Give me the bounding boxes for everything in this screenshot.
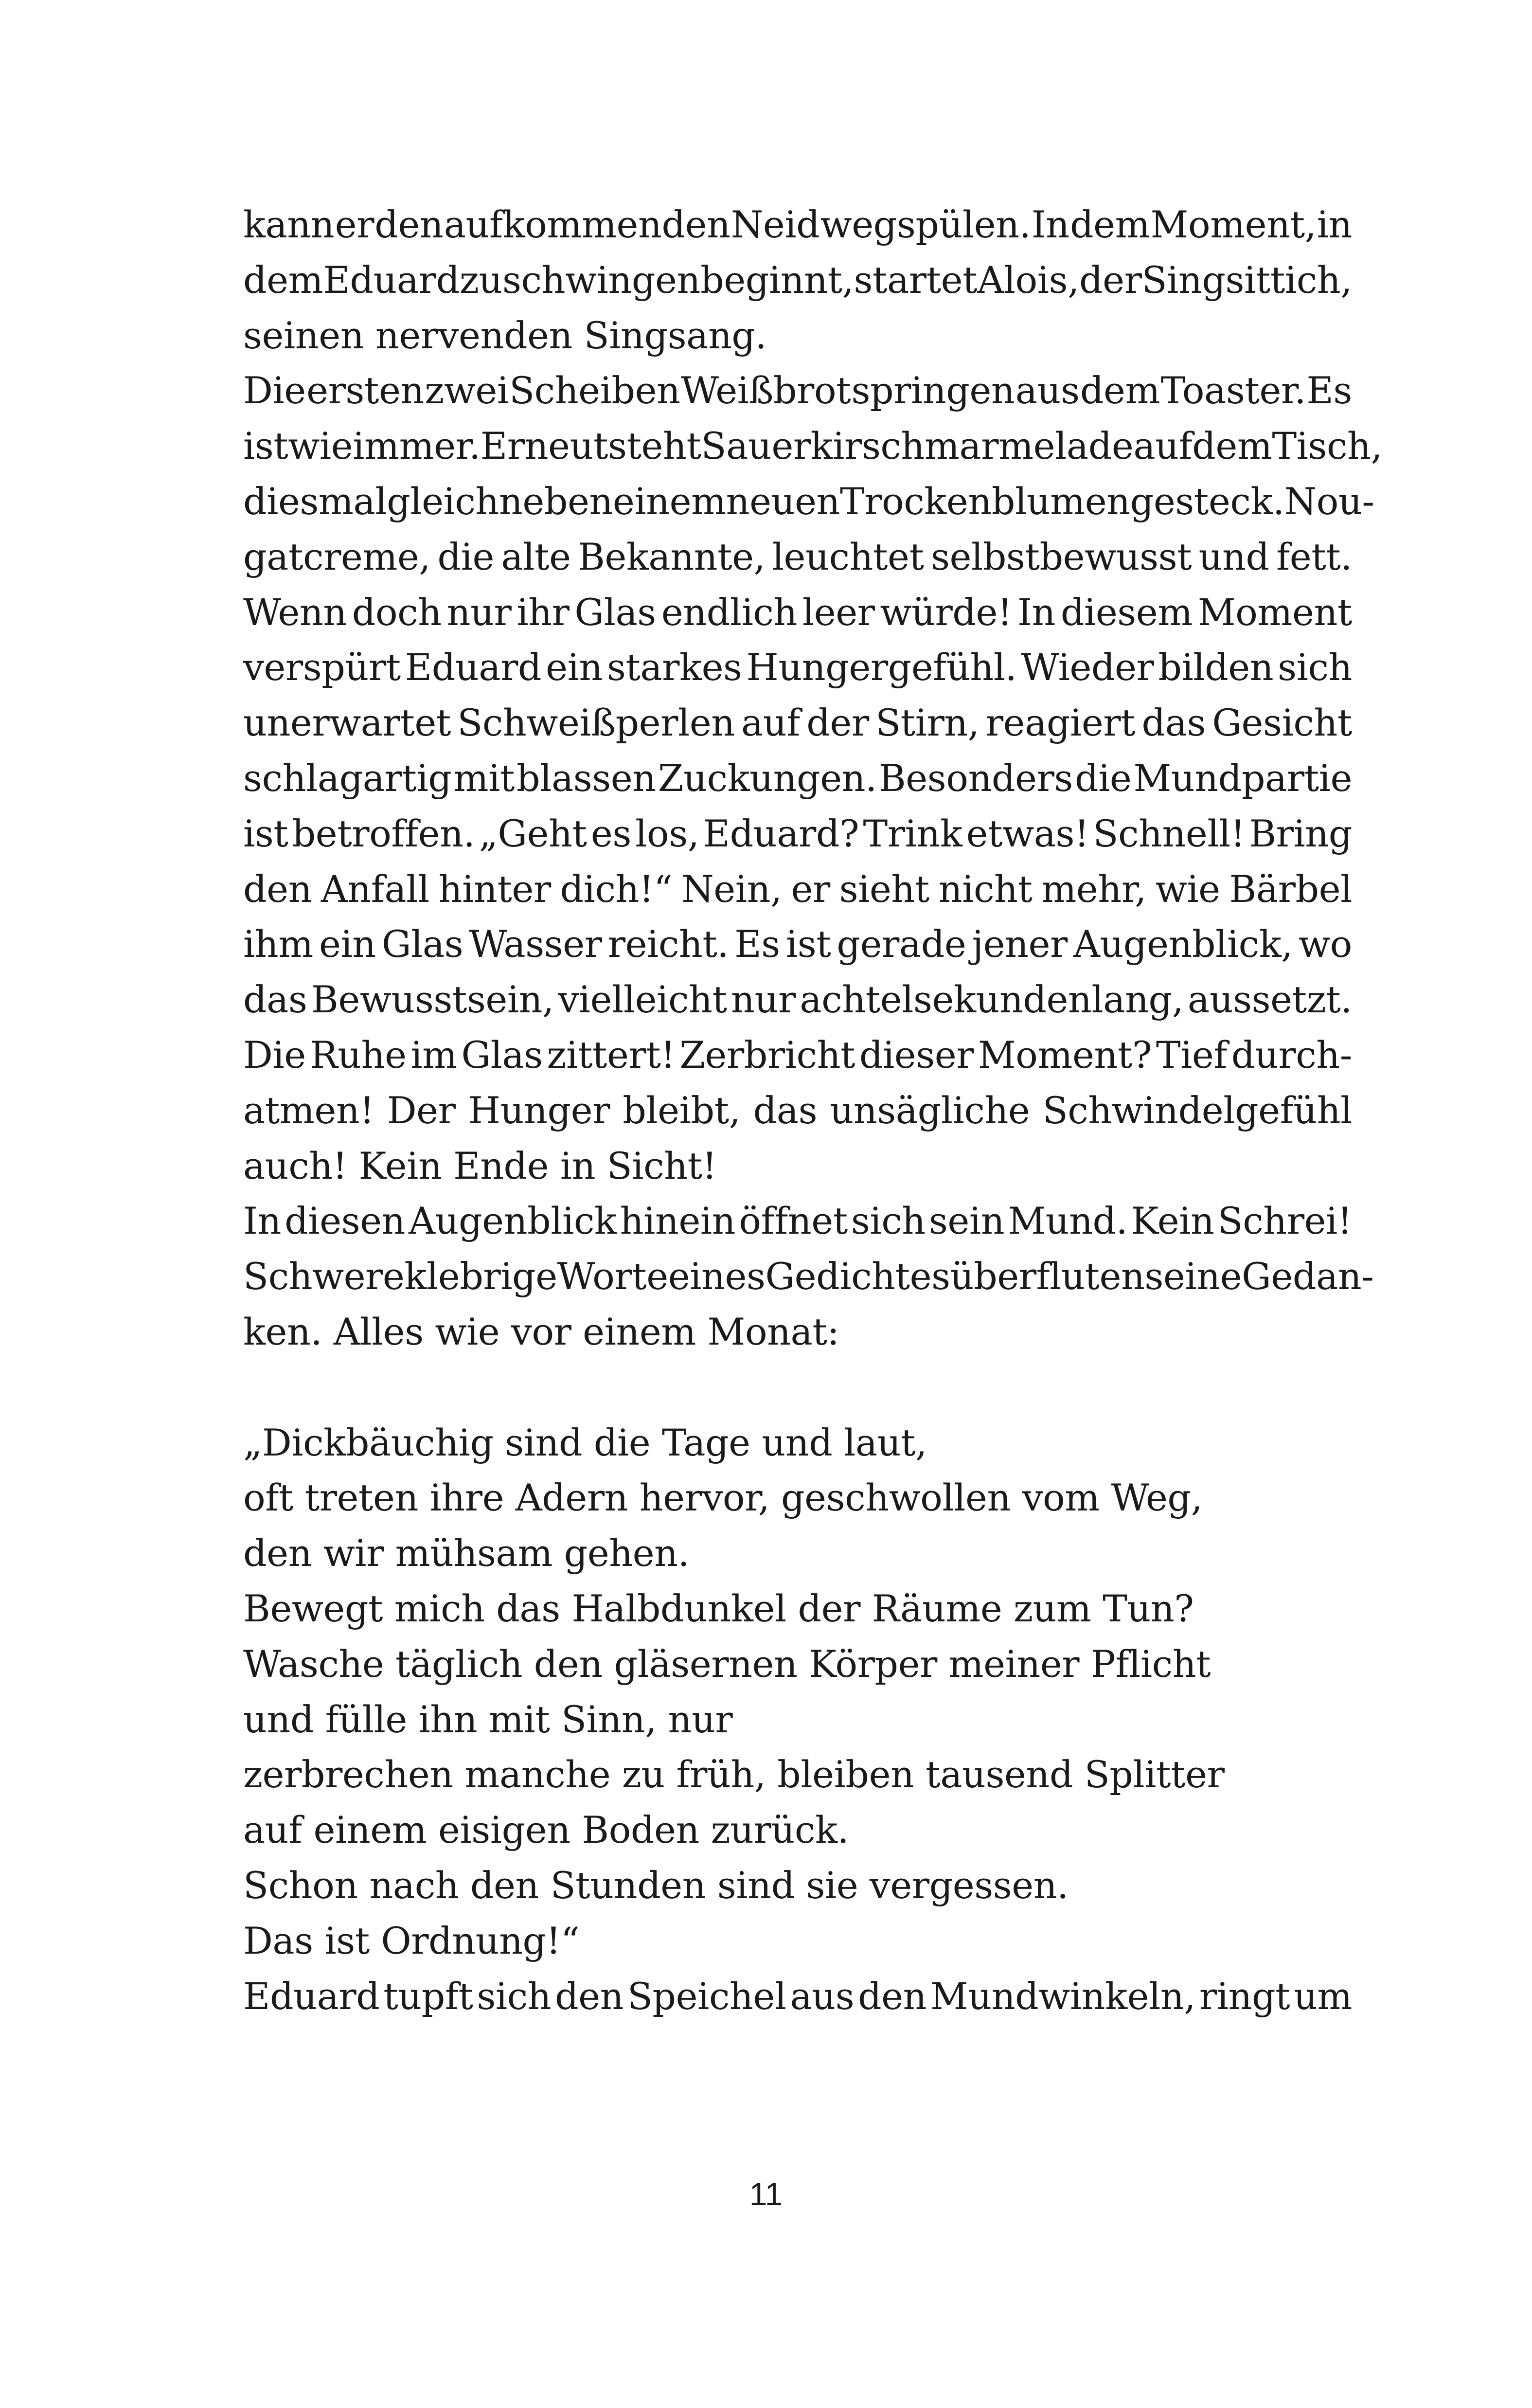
word: den <box>374 203 444 246</box>
word: Moment? <box>978 1033 1152 1077</box>
word: Eduard <box>243 1974 380 2018</box>
word: dich!“ <box>560 867 673 911</box>
word: aus <box>1015 369 1080 413</box>
text-line <box>243 252 1352 308</box>
word: wegspülen. <box>820 203 1031 246</box>
word: Augenblick, <box>1073 922 1293 966</box>
word: dem <box>1080 369 1160 413</box>
word: ringt <box>1199 1974 1290 2018</box>
word: das <box>1141 701 1206 745</box>
text-line: Schon nach den Stunden sind sie vergessen. <box>243 1863 1069 1907</box>
word: dem <box>243 258 323 302</box>
text-line <box>243 585 1352 640</box>
word: Gesicht <box>1212 701 1352 745</box>
word: würde! <box>880 590 1012 634</box>
word: wo <box>1299 922 1352 966</box>
word: sich <box>477 1974 552 2018</box>
word: zittert! <box>547 1033 676 1077</box>
word: es <box>590 811 631 855</box>
word: Toaster. <box>1160 369 1306 413</box>
word: jener <box>972 922 1068 966</box>
word: Anfall <box>321 867 429 911</box>
word: Augenblick <box>409 1199 617 1243</box>
word: Alois, <box>977 258 1079 302</box>
word: Trockenblumengesteck. <box>839 479 1284 523</box>
word: aus <box>790 1974 855 2018</box>
word: Zerbricht <box>679 1033 855 1077</box>
word: das <box>753 1088 818 1132</box>
word: ein <box>546 646 603 689</box>
word: diesem <box>1060 590 1193 634</box>
word: er <box>335 203 374 246</box>
word: In <box>1017 590 1055 634</box>
word: Bring <box>1249 811 1352 855</box>
word: nicht <box>938 867 1033 911</box>
body-text <box>243 197 1383 2024</box>
word: Wenn <box>243 590 347 634</box>
word: bleibt, <box>623 1088 741 1132</box>
text-line <box>243 751 1352 806</box>
word: Moment, <box>1150 203 1317 246</box>
word: Nein, <box>681 867 782 911</box>
word: Eduard? <box>703 811 859 855</box>
word: und <box>1198 535 1269 578</box>
text-line: ken. Alles wie vor einem Monat: <box>243 1310 839 1353</box>
word: Besonders <box>878 756 1073 800</box>
text-line <box>243 1083 1352 1138</box>
text-line <box>243 1249 1374 1304</box>
word: ist <box>243 424 288 468</box>
word: Mundpartie <box>1133 756 1352 800</box>
text-line: „Dickbäuchig sind die Tage und laut, <box>243 1420 927 1464</box>
word: Stirn, <box>875 701 980 745</box>
word: Mund. <box>1008 1199 1128 1243</box>
word: öffnet <box>739 1199 848 1243</box>
word: leuchtet <box>772 535 924 578</box>
word: verspürt <box>243 646 401 689</box>
word: Gedichtes <box>765 1255 950 1298</box>
word: Wasser <box>469 922 602 966</box>
word: diesmal <box>243 479 387 523</box>
text-line: Wasche täglich den gläsernen Körper meiner Pflicht <box>243 1642 1211 1686</box>
word: die <box>437 535 494 578</box>
word: Bärbel <box>1229 867 1352 911</box>
word: hinein <box>620 1199 736 1243</box>
word: vielleicht <box>558 978 727 1022</box>
word: überfluten <box>950 1255 1145 1298</box>
word: Speichel <box>627 1974 786 2018</box>
word: kann <box>243 203 335 246</box>
word: reagiert <box>985 701 1136 745</box>
word: Neid <box>730 203 820 246</box>
word: ihr <box>517 590 570 634</box>
word: bilden <box>1158 646 1274 689</box>
text-line <box>243 529 1352 585</box>
word: den <box>243 867 312 911</box>
word: ersten <box>306 369 424 413</box>
page-number: 11 <box>749 2176 783 2212</box>
word: Scheiben <box>509 369 680 413</box>
word: leer <box>802 590 875 634</box>
word: dieser <box>859 1033 974 1077</box>
word: sieht <box>839 867 929 911</box>
word: steht <box>608 424 701 468</box>
word: wie <box>288 424 353 468</box>
word: blassen <box>517 756 656 800</box>
word: Die <box>243 369 306 413</box>
word: In <box>1031 203 1069 246</box>
word: betroffen. <box>292 811 475 855</box>
word: Moment <box>1197 590 1352 634</box>
text-line <box>243 862 1352 917</box>
word: In <box>243 1199 281 1243</box>
word: nur <box>731 978 796 1022</box>
word: gleich <box>387 479 499 523</box>
word: ihm <box>243 922 313 966</box>
word: aussetzt. <box>1187 978 1352 1022</box>
word: ist <box>243 811 288 855</box>
text-line <box>243 1969 1352 2024</box>
word: Gedan- <box>1242 1255 1374 1298</box>
word: Der <box>387 1088 456 1132</box>
word: aufkommenden <box>444 203 730 246</box>
text-line: seinen nervenden Singsang. <box>243 313 767 357</box>
word: Es <box>734 922 780 966</box>
text-line <box>243 806 1352 862</box>
text-line: Bewegt mich das Halbdunkel der Räume zum Tun? <box>243 1586 1194 1630</box>
word: Weißbrot <box>680 369 851 413</box>
word: sein <box>928 1199 1005 1243</box>
text-line <box>243 418 1383 474</box>
word: atmen! <box>243 1088 374 1132</box>
word: zwei <box>425 369 509 413</box>
word: unerwartet <box>243 701 451 745</box>
word: Schweißperlen <box>457 701 735 745</box>
text-line: den wir mühsam gehen. <box>243 1531 690 1575</box>
word: Kein <box>1131 1199 1214 1243</box>
word: gerade <box>837 922 966 966</box>
word: etwas! <box>966 811 1089 855</box>
word: fett. <box>1276 535 1352 578</box>
word: los, <box>635 811 699 855</box>
word: tupft <box>383 1974 473 2018</box>
word: Mundwinkeln, <box>930 1974 1196 2018</box>
word: Schwindelgefühl <box>1042 1088 1352 1132</box>
word: Trink <box>863 811 962 855</box>
word: doch <box>352 590 442 634</box>
word: Schwere <box>243 1255 405 1298</box>
word: dem <box>1192 424 1272 468</box>
word: auf <box>741 701 800 745</box>
word: eines <box>668 1255 766 1298</box>
text-line: zerbrechen manche zu früh, bleiben tausend Splitter <box>243 1753 1225 1797</box>
text-line <box>243 474 1374 529</box>
text-line <box>243 197 1352 252</box>
word: das <box>243 978 307 1022</box>
text-line: auch! Kein Ende in Sicht! <box>243 1144 717 1187</box>
word: Nou- <box>1284 479 1374 523</box>
text-line: und fülle ihn mit Sinn, nur <box>243 1697 733 1741</box>
word: Bewusstsein, <box>311 978 554 1022</box>
text-line <box>243 972 1352 1027</box>
word: starkes <box>606 646 742 689</box>
word: mit <box>453 756 515 800</box>
word: durch- <box>1231 1033 1352 1077</box>
word: reicht. <box>607 922 729 966</box>
word: Hungergefühl. <box>746 646 1017 689</box>
word: alte <box>501 535 571 578</box>
word: er <box>791 867 830 911</box>
word: Glas <box>381 922 463 966</box>
word: endlich <box>661 590 797 634</box>
word: Hunger <box>468 1088 610 1132</box>
word: beginnt, <box>700 258 854 302</box>
word: diesen <box>285 1199 405 1243</box>
word: Ruhe <box>310 1033 407 1077</box>
word: gatcreme, <box>243 535 431 578</box>
word: sich <box>851 1199 926 1243</box>
word: Eduard <box>323 258 460 302</box>
text-line: oft treten ihre Adern hervor, geschwollen vom Weg, <box>243 1476 1203 1520</box>
word: den <box>858 1974 927 2018</box>
text-line <box>243 695 1352 751</box>
word: unsägliche <box>830 1088 1030 1132</box>
word: Eduard <box>405 646 542 689</box>
word: Wieder <box>1021 646 1154 689</box>
word: hinter <box>438 867 551 911</box>
word: Zuckungen. <box>658 756 877 800</box>
word: Es <box>1306 369 1352 413</box>
word: seine <box>1144 1255 1242 1298</box>
text-line <box>243 640 1352 695</box>
text-line <box>243 363 1352 418</box>
word: startet <box>854 258 978 302</box>
word: ist <box>785 922 831 966</box>
word: den <box>554 1974 624 2018</box>
word: wie <box>1155 867 1220 911</box>
word: neben <box>499 479 613 523</box>
word: die <box>1074 756 1132 800</box>
word: Schrei! <box>1217 1199 1352 1243</box>
word: zu <box>459 258 502 302</box>
word: selbstbewusst <box>931 535 1192 578</box>
word: Singsittich, <box>1141 258 1352 302</box>
word: Erneut <box>480 424 608 468</box>
word: dem <box>1069 203 1150 246</box>
word: nur <box>446 590 512 634</box>
word: Glas <box>574 590 656 634</box>
word: Worte <box>557 1255 668 1298</box>
word: springen <box>851 369 1015 413</box>
word: Schnell! <box>1093 811 1246 855</box>
word: in <box>1317 203 1352 246</box>
word: Die <box>243 1033 306 1077</box>
text-line <box>243 916 1352 972</box>
word: Tief <box>1156 1033 1228 1077</box>
word: sich <box>1278 646 1352 689</box>
word: ein <box>319 922 376 966</box>
word: der <box>1079 258 1142 302</box>
blank-line <box>243 1360 1352 1415</box>
word: um <box>1293 1974 1352 2018</box>
word: mehr, <box>1041 867 1146 911</box>
word: Tisch, <box>1272 424 1383 468</box>
word: einem <box>612 479 726 523</box>
text-line <box>243 1193 1352 1249</box>
word: klebrige <box>404 1255 557 1298</box>
word: im <box>410 1033 457 1077</box>
text-line <box>243 1027 1352 1083</box>
text-line: auf einem eisigen Boden zurück. <box>243 1808 849 1852</box>
word: achtelsekundenlang, <box>800 978 1184 1022</box>
word: immer. <box>353 424 481 468</box>
word: Bekannte, <box>578 535 766 578</box>
word: schwingen <box>502 258 700 302</box>
word: neuen <box>726 479 840 523</box>
word: Sauerkirschmarmelade <box>701 424 1134 468</box>
word: schlagartig <box>243 756 452 800</box>
word: auf <box>1133 424 1193 468</box>
text-line: Das ist Ordnung!“ <box>243 1919 580 1962</box>
word: der <box>806 701 869 745</box>
word: „Geht <box>479 811 587 855</box>
word: Glas <box>461 1033 543 1077</box>
